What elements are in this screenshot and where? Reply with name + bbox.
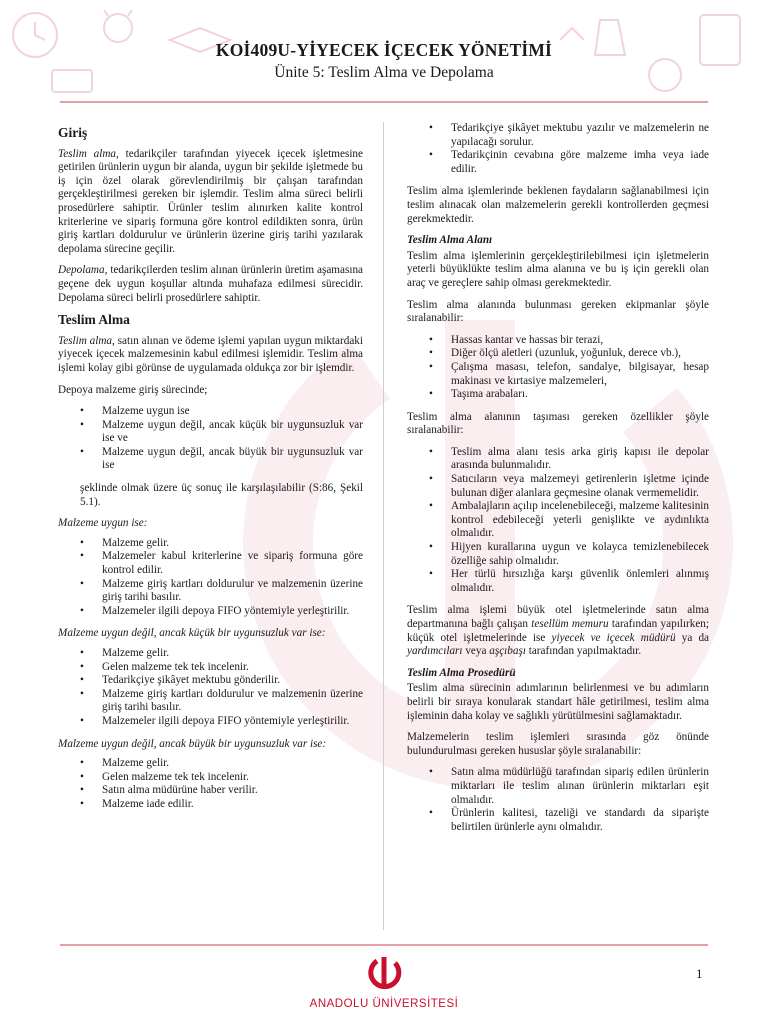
subheading-buyuk-uygunsuzluk: Malzeme uygun değil, ancak büyük bir uygunsuzluk var ise: — [58, 737, 327, 750]
list-item: • Hassas kantar ve hassas bir terazi, — [407, 334, 709, 348]
paragraph-otel: Teslim alma işlemi büyük otel işletmelerinde satın alma departmanına bağlı çalışan tesellüm memuru tarafından yapılırken; küçük otel işletmelerinde ise yiyecek ve içecek müdürü ya da yardımcıları veya aşçıbaşı tarafından yapılmaktadır. — [407, 604, 710, 658]
logo-text: ANADOLU ÜNİVERSİTESİ — [309, 998, 459, 1010]
header-rule — [60, 101, 708, 103]
list-item: • Ürünlerin kalitesi, tazeliği ve standardı da siparişte belirtilen ürünlerle aynı olmalıdır. — [407, 807, 709, 834]
section-heading-giris: Giriş — [58, 125, 88, 140]
list-item: • Çalışma masası, telefon, sandalye, bilgisayar, hesap makinası ve kırtasiye malzemeleri, — [407, 361, 709, 388]
paragraph-teslim-alma: Teslim alma, satın alınan ve ödeme işlemi yapılan uygun miktardaki yiyecek içecek malzemesinin kabul edilmesi işlemidir. Teslim alma işlemi kolay gibi görünse de uygulamada oldukça zor bir işlemdir. — [58, 334, 363, 374]
list-item: • Satın alma müdürlüğü tarafından sipariş edilen ürünlerin miktarları ile teslim alınan ürünlerin miktarları eşit olmalıdır. — [407, 766, 709, 807]
right-column — [407, 122, 709, 843]
list-item: • Malzemeler kabul kriterlerine ve sipariş formuna göre kontrol edilir. — [58, 550, 363, 577]
section-heading-teslim-alma: Teslim Alma — [58, 312, 130, 328]
course-title: KOİ409U-YİYECEK İÇECEK YÖNETİMİ — [215, 40, 553, 60]
list-item: • Ambalajların açılıp incelenebileceği, malzeme kalitesinin kontrol edebileceği yeterli genişlikte ve aydınlıkta olmalıdır. — [407, 500, 709, 541]
list-item: • Her türlü hırsızlığa karşı güvenlik önlemleri alınmış olmalıdır. — [407, 568, 709, 595]
term-teslim-alma: Teslim alma, — [58, 147, 119, 160]
left-column — [58, 122, 363, 821]
list-item: • Tedarikçiye şikâyet mektubu yazılır ve malzemelerin ne yapılacağı sorulur. — [407, 122, 709, 149]
list-item: • Malzeme gelir. — [58, 537, 363, 551]
list-ekipman — [407, 334, 709, 402]
subsection-heading-teslim-alma-proseduru: Teslim Alma Prosedürü — [407, 666, 516, 679]
paragraph-cases-after: şeklinde olmak üzere üç sonuç ile karşılaşılabilir (S:86, Şekil 5.1). — [80, 482, 363, 508]
list-ozellikler — [407, 446, 709, 596]
list-item: • Satıcıların veya malzemeyi getirenlerin işletme içinde bulunan diğer alanlara geçmesine olanak vermemelidir. — [407, 473, 709, 500]
list-item: • Malzeme uygun değil, ancak küçük bir uygunsuzluk var ise ve — [58, 419, 363, 446]
list-item: • Malzeme giriş kartları doldurulur ve malzemenin üzerine giriş tarihi basılır. — [58, 688, 363, 715]
paragraph-depoya-giris: Depoya malzeme giriş sürecinde; — [58, 383, 208, 396]
list-item: • Diğer ölçü aletleri (uzunluk, yoğunluk, derece vb.), — [407, 347, 709, 361]
subsection-heading-teslim-alma-alani: Teslim Alma Alanı — [407, 234, 493, 247]
anadolu-university-logo — [300, 955, 468, 1011]
list-item: • Malzeme gelir. — [58, 647, 363, 661]
paragraph-faydalar: Teslim alma işlemlerinde beklenen faydaların sağlanabilmesi için teslim alınacak olan malzemelerin gerekli kontrollerden geçmesi gerekmektedir. — [407, 185, 709, 225]
paragraph-teslim-alma-definition: Teslim alma, tedarikçiler tarafından yiyecek içecek işletmesine getirilen ürünlerin uygun bir alanda, uygun bir şekilde işletmede bu iş için özel olarak görevlendirilmiş bir çalışan tarafından gerçekleştirilmesi gereken bir işlemdir. Teslim alma süreci belirli prosedürlere sahiptir. Ürünler teslim alınırken kalite kontrol kriterlerine ve sipariş formuna göre kontrol edildikten sonra, ürün giriş kartları doldurulur ve ürünlerin üzerine giriş tarihi yazılarak depolama sürecine geçilir. — [58, 147, 363, 255]
paragraph-depolama-definition: Depolama, tedarikçilerden teslim alınan ürünlerin üretim aşamasına geçene dek uygun koşullar altında muhafaza edilmesi sürecidir. Depolama süreci belirli prosedürlere sahiptir. — [58, 264, 363, 304]
list-item: • Malzeme uygun ise — [58, 405, 363, 419]
list-item: • Malzeme gelir. — [58, 757, 363, 771]
list-item: • Taşıma arabaları. — [407, 388, 709, 402]
subheading-uygun: Malzeme uygun ise: — [58, 517, 148, 530]
list-item: • Satın alma müdürüne haber verilir. — [58, 784, 363, 798]
university-emblem-icon — [364, 955, 404, 991]
list-item: • Tedarikçiye şikâyet mektubu gönderilir. — [58, 674, 363, 688]
list-item: • Tedarikçinin cevabına göre malzeme imha veya iade edilir. — [407, 149, 709, 176]
list-uygun — [58, 537, 363, 619]
list-item: • Gelen malzeme tek tek incelenir. — [58, 771, 363, 785]
list-hususlar — [407, 766, 709, 834]
list-kucuk-uygunsuzluk — [58, 647, 363, 729]
list-item: • Gelen malzeme tek tek incelenir. — [58, 661, 363, 675]
list-item: • Malzeme iade edilir. — [58, 798, 363, 812]
list-cases — [58, 405, 363, 473]
list-buyuk-uygunsuzluk — [58, 757, 363, 811]
page-number: 1 — [696, 966, 703, 981]
list-item: • Malzeme uygun değil, ancak büyük bir uygunsuzluk var ise — [58, 446, 363, 473]
paragraph-alan-2: Teslim alma alanında bulunması gereken ekipmanlar şöyle sıralanabilir: — [407, 298, 709, 325]
paragraph-ozellikler: Teslim alma alanının taşıması gereken özellikler şöyle sıralanabilir: — [407, 410, 709, 437]
list-item: • Malzeme giriş kartları doldurulur ve malzemenin üzerine giriş tarihi basılır. — [58, 578, 363, 605]
list-item: • Teslim alma alanı tesis arka giriş kapısı ile depolar arasında bulunmalıdır. — [407, 446, 709, 473]
subheading-kucuk-uygunsuzluk: Malzeme uygun değil, ancak küçük bir uygunsuzluk var ise: — [58, 627, 326, 640]
list-item: • Hijyen kurallarına uygun ve kolayca temizlenebilecek özelliğe sahip olmalıdır. — [407, 541, 709, 568]
paragraph-alan-1: Teslim alma işlemlerinin gerçekleştirilebilmesi için işletmelerin yeterli büyüklükte teslim alma alanına ve bu iş için gerekli olan araç ve gereçlere sahip olması gerekmektedir. — [407, 249, 709, 289]
paragraph-prosedur-2: Malzemelerin teslim işlemleri sırasında göz önünde bulundurulması gereken hususlar şöyle sıralanabilir: — [407, 731, 709, 757]
term-depolama: Depolama, — [58, 264, 108, 277]
list-item: • Malzemeler ilgili depoya FIFO yöntemiyle yerleştirilir. — [58, 715, 363, 729]
list-buyuk-uygunsuzluk-continued — [407, 122, 709, 176]
document-header — [0, 40, 768, 82]
paragraph-prosedur-1: Teslim alma sürecinin adımlarının belirlenmesi ve bu adımların belirli bir sıraya konularak standart hâle getirilmesi, teslim alma işleminin daha kolay ve sağlıklı yürütülmesini sağlamaktadır. — [407, 682, 709, 722]
list-item: • Malzemeler ilgili depoya FIFO yöntemiyle yerleştirilir. — [58, 605, 363, 619]
column-divider — [383, 122, 384, 930]
unit-title: Ünite 5: Teslim Alma ve Depolama — [274, 64, 494, 81]
footer-rule — [60, 944, 708, 946]
